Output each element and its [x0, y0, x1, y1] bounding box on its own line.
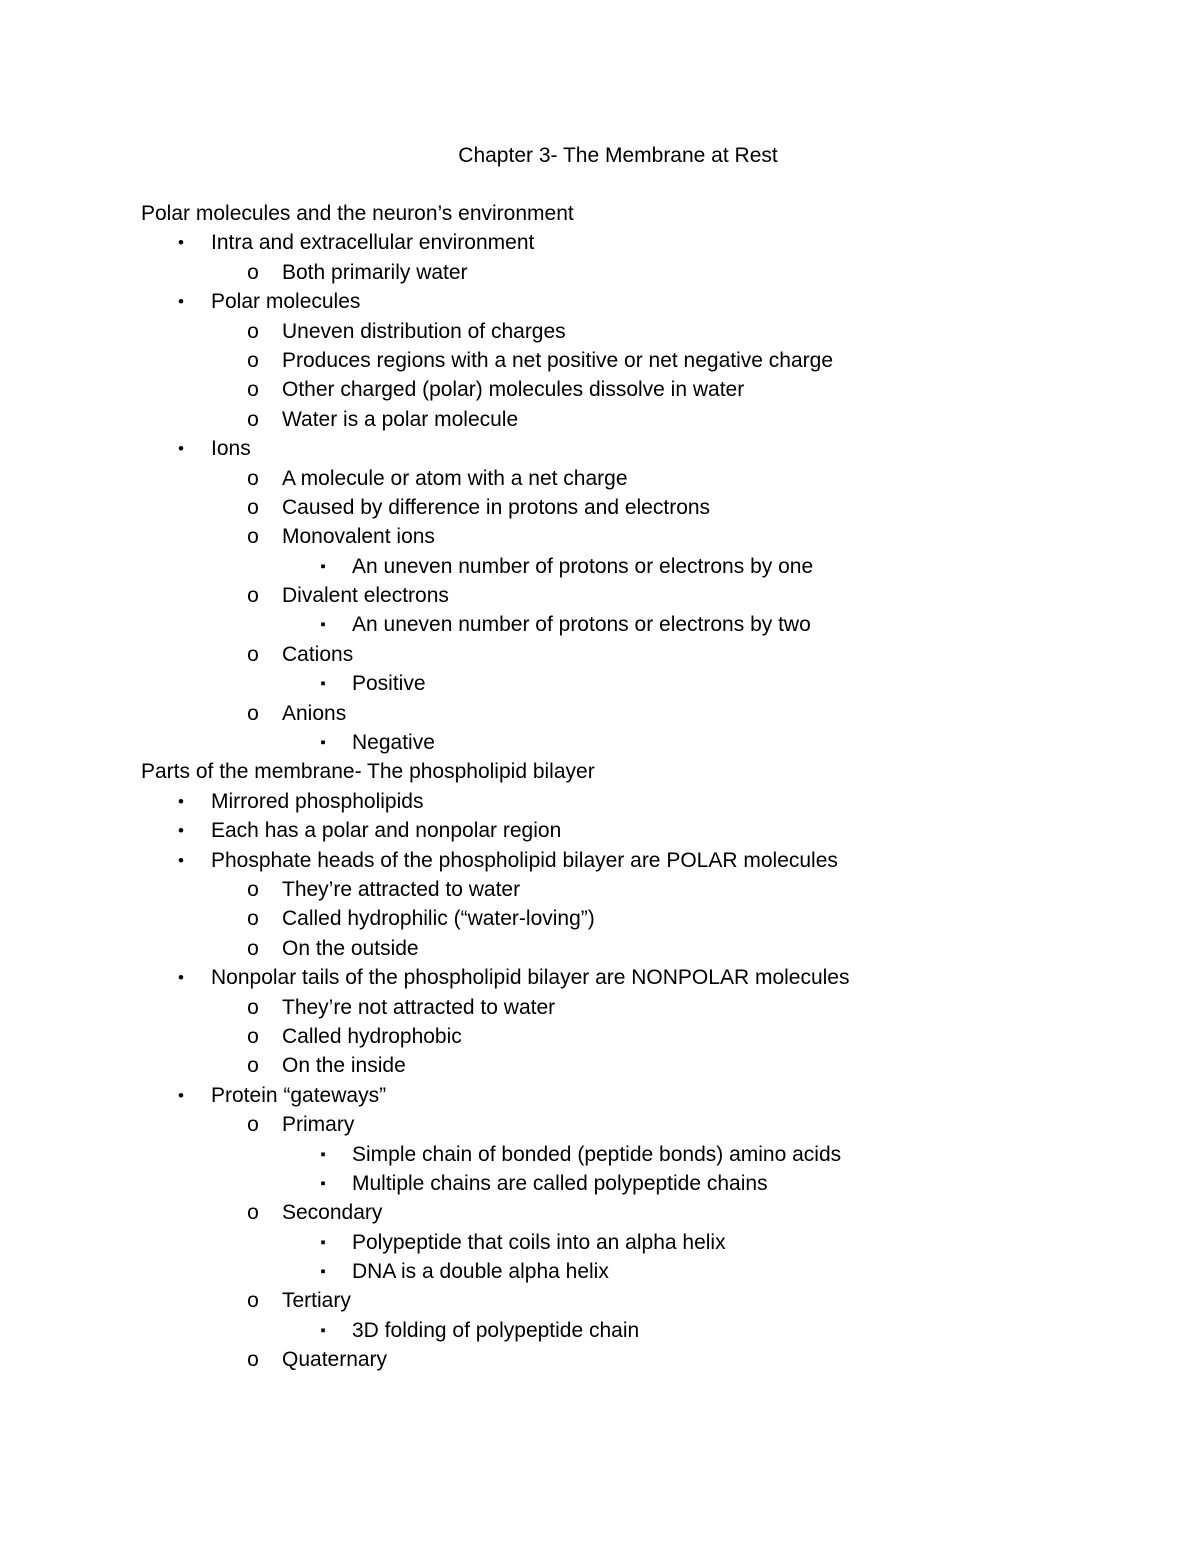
circle-bullet-icon: o [247, 319, 259, 343]
list-item [141, 1022, 1141, 1051]
list-item-text: Caused by difference in protons and electrons [282, 495, 711, 519]
list-item [141, 258, 1141, 287]
list-item-text: They’re attracted to water [282, 877, 521, 901]
circle-bullet-icon: o [247, 407, 259, 431]
list-item [141, 1081, 1141, 1110]
circle-bullet-icon: o [247, 495, 259, 519]
circle-bullet-icon: o [247, 584, 259, 608]
list-item [141, 1198, 1141, 1227]
bullet-icon: • [178, 439, 184, 459]
section-heading-text: Polar molecules and the neuron’s environment [141, 202, 574, 225]
list-item [141, 1316, 1141, 1345]
bullet-icon: • [178, 968, 184, 988]
list-item-text: Uneven distribution of charges [282, 319, 566, 343]
section-heading-text: Parts of the membrane- The phospholipid bilayer [141, 760, 595, 784]
list-item [141, 317, 1141, 346]
list-item-text: Each has a polar and nonpolar region [211, 819, 562, 843]
list-item-text: Other charged (polar) molecules dissolve in water [282, 378, 745, 402]
list-item-text: Nonpolar tails of the phospholipid bilayer are NONPOLAR molecules [211, 966, 850, 990]
list-item-text: Mirrored phospholipids [211, 789, 424, 813]
circle-bullet-icon: o [247, 1201, 259, 1225]
list-item-text: Water is a polar molecule [282, 407, 519, 431]
circle-bullet-icon: o [247, 525, 259, 549]
square-bullet-icon: ▪ [320, 675, 326, 693]
list-item-text: Phosphate heads of the phospholipid bilayer are POLAR molecules [211, 848, 838, 872]
list-item-text: Simple chain of bonded (peptide bonds) amino acids [352, 1142, 842, 1166]
square-bullet-icon: ▪ [320, 1233, 326, 1251]
circle-bullet-icon: o [247, 1054, 259, 1078]
list-item [141, 875, 1141, 904]
outline-list [141, 199, 1141, 1375]
list-item-text: Multiple chains are called polypeptide chains [352, 1171, 768, 1195]
list-item [141, 228, 1141, 257]
page-title: Chapter 3- The Membrane at Rest [458, 144, 778, 167]
square-bullet-icon: ▪ [320, 616, 326, 634]
list-item-text: Ions [211, 437, 251, 461]
list-item [141, 993, 1141, 1022]
list-item [141, 346, 1141, 375]
circle-bullet-icon: o [247, 995, 259, 1019]
list-item-text: 3D folding of polypeptide chain [352, 1318, 640, 1342]
square-bullet-icon: ▪ [320, 1263, 326, 1281]
section-heading [141, 757, 1141, 786]
circle-bullet-icon: o [247, 701, 259, 725]
bullet-icon: • [178, 791, 184, 811]
circle-bullet-icon: o [247, 1348, 259, 1372]
list-item [141, 1257, 1141, 1286]
bullet-icon: • [178, 233, 184, 253]
list-item [141, 728, 1141, 757]
square-bullet-icon: ▪ [320, 1321, 326, 1339]
circle-bullet-icon: o [247, 260, 259, 284]
list-item [141, 640, 1141, 669]
list-item [141, 493, 1141, 522]
circle-bullet-icon: o [247, 907, 259, 931]
list-item [141, 581, 1141, 610]
list-item-text: Intra and extracellular environment [211, 231, 535, 255]
list-item-text: Negative [352, 731, 435, 755]
list-item [141, 552, 1141, 581]
list-item-text: Protein “gateways” [211, 1083, 387, 1107]
list-item-text: Divalent electrons [282, 584, 449, 608]
square-bullet-icon: ▪ [320, 1145, 326, 1163]
list-item [141, 1169, 1141, 1198]
circle-bullet-icon: o [247, 1113, 259, 1137]
section-heading [141, 199, 1141, 228]
list-item-text: Anions [282, 701, 347, 725]
list-item-text: DNA is a double alpha helix [352, 1260, 609, 1284]
list-item-text: Called hydrophilic (“water-loving”) [282, 907, 595, 931]
list-item [141, 816, 1141, 845]
list-item [141, 1286, 1141, 1315]
list-item-text: They’re not attracted to water [282, 995, 556, 1019]
list-item [141, 464, 1141, 493]
list-item-text: A molecule or atom with a net charge [282, 466, 628, 490]
list-item-text: Polar molecules [211, 290, 361, 314]
list-item [141, 375, 1141, 404]
list-item-text: Polypeptide that coils into an alpha helix [352, 1230, 726, 1254]
circle-bullet-icon: o [247, 1024, 259, 1048]
list-item [141, 610, 1141, 639]
circle-bullet-icon: o [247, 642, 259, 666]
list-item-text: On the inside [282, 1054, 406, 1078]
list-item [141, 1345, 1141, 1374]
list-item [141, 787, 1141, 816]
list-item [141, 904, 1141, 933]
list-item [141, 699, 1141, 728]
list-item-text: Produces regions with a net positive or net negative charge [282, 348, 833, 372]
list-item-text: Both primarily water [282, 260, 468, 284]
list-item-text: Monovalent ions [282, 525, 435, 549]
list-item [141, 1228, 1141, 1257]
circle-bullet-icon: o [247, 378, 259, 402]
square-bullet-icon: ▪ [320, 557, 326, 575]
list-item-text: Quaternary [282, 1348, 388, 1372]
list-item [141, 963, 1141, 992]
list-item [141, 1140, 1141, 1169]
list-item [141, 934, 1141, 963]
list-item [141, 434, 1141, 463]
list-item [141, 522, 1141, 551]
bullet-icon: • [178, 1085, 184, 1105]
list-item-text: Positive [352, 672, 426, 696]
circle-bullet-icon: o [247, 466, 259, 490]
list-item-text: An uneven number of protons or electrons by two [352, 613, 811, 637]
list-item-text: Cations [282, 642, 354, 666]
list-item-text: Called hydrophobic [282, 1024, 462, 1048]
list-item [141, 287, 1141, 316]
circle-bullet-icon: o [247, 936, 259, 960]
list-item [141, 1051, 1141, 1080]
bullet-icon: • [178, 850, 184, 870]
list-item [141, 846, 1141, 875]
list-item-text: Secondary [282, 1201, 383, 1225]
list-item-text: An uneven number of protons or electrons by one [352, 554, 814, 578]
list-item-text: Tertiary [282, 1289, 351, 1313]
list-item-text: Primary [282, 1113, 355, 1137]
square-bullet-icon: ▪ [320, 734, 326, 752]
bullet-icon: • [178, 292, 184, 312]
circle-bullet-icon: o [247, 877, 259, 901]
list-item [141, 405, 1141, 434]
circle-bullet-icon: o [247, 1289, 259, 1313]
list-item [141, 669, 1141, 698]
circle-bullet-icon: o [247, 348, 259, 372]
square-bullet-icon: ▪ [320, 1174, 326, 1192]
bullet-icon: • [178, 821, 184, 841]
list-item [141, 1110, 1141, 1139]
list-item-text: On the outside [282, 936, 419, 960]
